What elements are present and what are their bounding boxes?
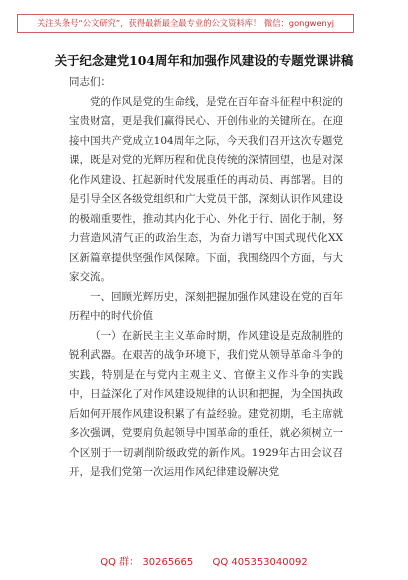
- paragraph: 党的作风是党的生命线，是党在百年奋斗征程中积淀的宝贵财富，更是我们赢得民心、开创伟业的关键所在。在迎接中国共产党成立104周年之际，今天我们召开这次专题党课，既是对党的光辉历程和优良传统的深情回望，也是对深化作风建设、扛起新时代发展重任的再动员、再部署。目的是引导全区各级党组织和广大党员干部，深刻认识作风建设的极端重要性，推动其内化于心、外化于行、固化于制，努力营造风清气正的政治生态，为奋力谱写中国式现代化XX区新篇章提供坚强作风保障。下面，我围绕四个方面，与大家交流。: [69, 95, 343, 283]
- header-banner: 关注头条号“公文研究”，获得最新最全最专业的公文资料库！ 微信：gongwenyj: [17, 14, 354, 33]
- document-body: [69, 73, 343, 483]
- footer-qq-contact: QQ 405353040092: [212, 557, 308, 568]
- paragraph: （一）在新民主主义革命时期，作风建设是克敌制胜的锐利武器。在艰苦的战争环境下，我们党从领导革命斗争的实践，特别是在与党内主观主义、官僚主义作斗争的实践中，日益深化了对作风建设规律的认识和把握，为全国执政后如何开展作风建设积累了有益经验。建党初期，毛主席就多次强调，党要肩负起领导中国革命的重任，就必须树立一个区别于一切剥削阶级政党的新作风。1929年古田会议召开，是我们党第一次运用作风纪律建设解决党: [69, 329, 343, 478]
- footer: [0, 553, 408, 568]
- salutation: 同志们：: [69, 76, 111, 88]
- document-title: 关于纪念建党104周年和加强作风建设的专题党课讲稿: [54, 53, 354, 68]
- section-heading: 一、回顾光辉历史，深刻把握加强作风建设在党的百年历程中的时代价值: [69, 290, 343, 322]
- footer-qq-group: QQ 群： 30265665: [100, 557, 194, 568]
